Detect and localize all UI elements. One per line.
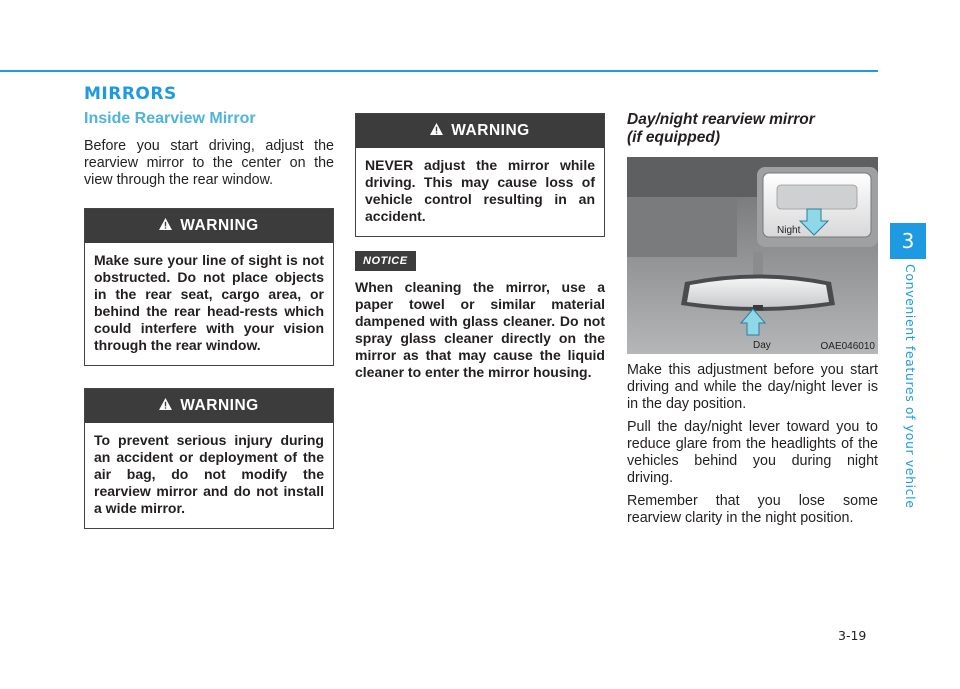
warning-box-modify-mirror [84,388,334,529]
warning-triangle-icon [159,397,172,415]
night-label: Night [777,225,801,236]
warning-header [85,209,333,243]
daynight-paragraph-3: Remember that you lose some rearview clarity in the night position. [627,493,878,526]
warning-triangle-icon [430,122,443,140]
warning-label: WARNING [180,397,259,414]
mirror-drawing [627,157,878,354]
page-number: 3-19 [838,628,867,643]
mirror-illustration [627,157,878,354]
figure-code: OAE046010 [820,341,875,352]
warning-text: NEVER adjust the mirror while driving. This may cause loss of vehicle control resulting in an accident. [365,157,595,224]
daynight-heading-line1: Day/night rearview mirror [627,111,815,128]
warning-box-line-of-sight [84,208,334,366]
column-middle [355,113,605,381]
warning-box-never-adjust [355,113,605,237]
daynight-paragraph-1: Make this adjustment before you start driving and while the day/night lever is in the day position. [627,362,878,412]
column-left [84,110,334,529]
notice-block [355,251,605,381]
inside-mirror-intro: Before you start driving, adjust the rearview mirror to the center on the view through the rear window. [84,138,334,188]
inside-mirror-heading: Inside Rearview Mirror [84,110,256,127]
warning-triangle-icon [159,217,172,235]
daynight-paragraph-2: Pull the day/night lever toward you to reduce glare from the headlights of the vehicles behind you during night driving. [627,419,878,486]
notice-text: When cleaning the mirror, use a paper towel or similar material dampened with glass cleaner. Do not spray glass cleaner directly on the mirror as that may cause the liquid cleaner to enter the mirror housing. [355,279,605,380]
warning-label: WARNING [451,122,530,139]
chapter-number-tab: 3 [890,223,926,259]
top-rule [0,70,878,72]
section-title: MIRRORS [84,84,177,104]
notice-badge: NOTICE [355,251,416,271]
day-label: Day [753,340,771,351]
warning-header [356,114,604,148]
day-arrow-icon [741,309,765,335]
warning-text: To prevent serious injury during an accident or deployment of the air bag, do not modify the rearview mirror and do not install a wide mirror. [94,432,324,516]
warning-text: Make sure your line of sight is not obstructed. Do not place objects in the rear seat, cargo area, or behind the rear head-rests which could interfere with your vision through the rear window. [94,252,324,353]
daynight-heading-line2: (if equipped) [627,129,720,146]
chapter-title-vertical: Convenient features of your vehicle [903,264,918,509]
warning-header [85,389,333,423]
warning-label: WARNING [180,217,259,234]
column-right [627,111,878,527]
